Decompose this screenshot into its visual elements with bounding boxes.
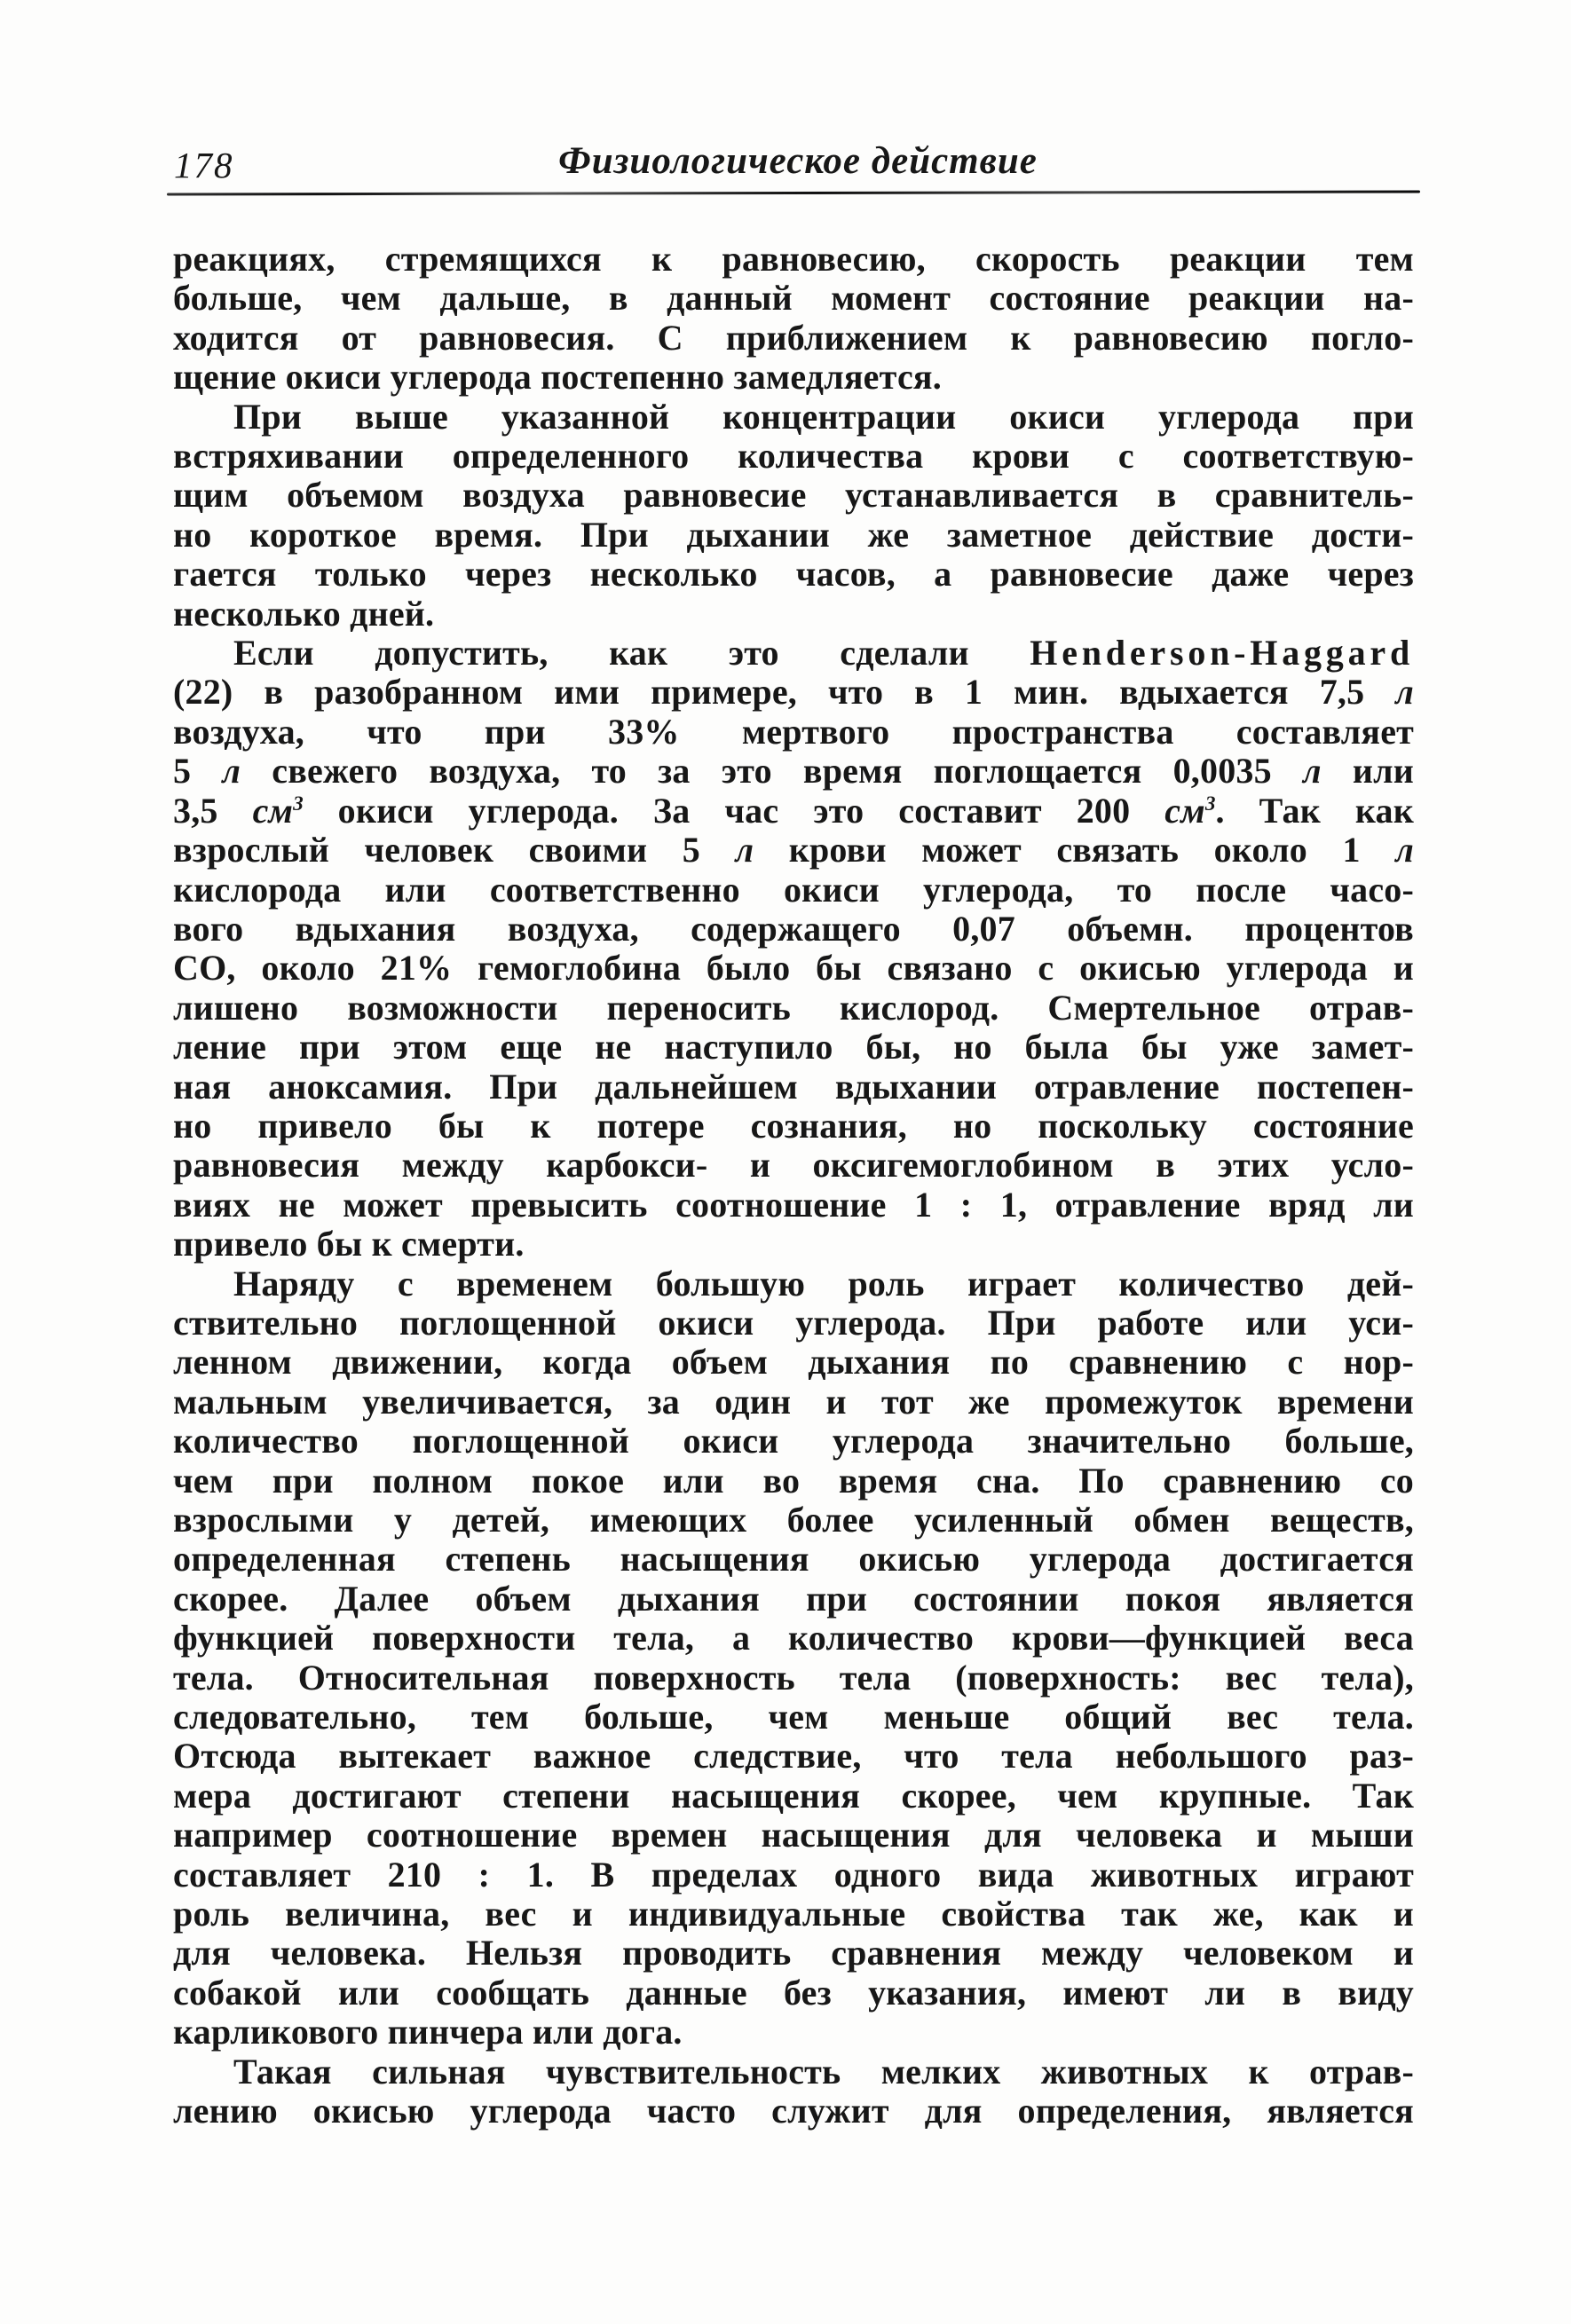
text-segment: собакой или сообщать данные без указания, имеют ли в виду — [173, 1972, 1414, 2013]
text-line — [173, 2013, 1414, 2052]
text-segment: л — [1395, 672, 1414, 713]
text-line — [173, 595, 1414, 634]
text-line — [173, 476, 1414, 515]
text-segment: Если допустить, как это сделали — [233, 633, 1030, 674]
text-segment: реакциях, стремящихся к равновесию, скорость реакции тем — [173, 239, 1414, 279]
text-line — [173, 1737, 1414, 1776]
text-line — [173, 2052, 1414, 2092]
text-segment: щим объемом воздуха равновесие устанавливается в сравнитель- — [173, 475, 1414, 516]
page-number: 178 — [174, 145, 234, 185]
text-line — [173, 1225, 1414, 1264]
text-segment: воздуха, что при 33% мертвого пространства составляет — [173, 711, 1414, 752]
text-line — [173, 1619, 1414, 1658]
text-segment: Henderson-Haggard — [1030, 633, 1414, 674]
text-line — [173, 713, 1414, 752]
text-line — [173, 831, 1414, 870]
paragraph — [173, 398, 1414, 634]
text-line — [173, 1383, 1414, 1422]
text-segment: л — [1395, 830, 1414, 871]
text-segment: например соотношение времен насыщения для человека и мыши — [173, 1815, 1414, 1855]
header-rule — [167, 191, 1420, 196]
text-segment: (22) в разобранном ими примере, что в 1 мин. вдыхается 7,5 — [173, 672, 1396, 713]
text-segment: Отсюда вытекает важное следствие, что тела небольшого раз- — [173, 1736, 1414, 1776]
text-line — [173, 1067, 1414, 1107]
text-line — [173, 1107, 1414, 1146]
text-line — [173, 1028, 1414, 1067]
text-line — [173, 398, 1414, 437]
text-segment: окиси углерода. За час это составит 200 — [303, 790, 1165, 831]
text-segment: л — [1302, 751, 1322, 792]
text-segment: 3,5 — [173, 790, 253, 831]
text-line — [173, 792, 1414, 831]
text-line — [173, 871, 1414, 910]
text-line — [173, 989, 1414, 1028]
text-line — [173, 319, 1414, 358]
text-segment: карликового пинчера или дога. — [173, 2012, 683, 2052]
text-segment: При выше указанной концентрации окиси углерода при — [233, 396, 1414, 437]
text-segment: виях не может превысить соотношение 1 : 1, отравление вряд ли — [173, 1184, 1414, 1225]
text-line — [173, 1422, 1414, 1461]
text-segment: л — [735, 830, 754, 871]
text-segment: тела. Относительная поверхность тела (поверхность: вес тела), — [173, 1657, 1414, 1698]
text-segment: мальным увеличивается, за один и тот же промежуток времени — [173, 1381, 1414, 1422]
text-segment: ствительно поглощенной окиси углерода. При работе или уси- — [173, 1302, 1414, 1343]
text-line — [173, 1540, 1414, 1579]
text-segment: составляет 210 : 1. В пределах одного вида животных играют — [173, 1854, 1414, 1895]
text-segment: см — [1164, 790, 1205, 831]
text-line — [173, 279, 1414, 318]
text-segment: равновесия между карбокси- и оксигемоглобином в этих усло- — [173, 1145, 1414, 1186]
text-line — [173, 1264, 1414, 1304]
text-segment: мера достигают степени насыщения скорее, чем крупные. Так — [173, 1775, 1414, 1816]
text-line — [173, 949, 1414, 988]
text-segment: Наряду с временем большую роль играет количество дей- — [233, 1263, 1414, 1304]
text-segment: количество поглощенной окиси углерода значительно больше, — [173, 1421, 1414, 1461]
text-line — [173, 1461, 1414, 1501]
text-line — [173, 1816, 1414, 1855]
text-segment: но привело бы к потере сознания, но поскольку состояние — [173, 1105, 1414, 1146]
text-segment: 3 — [293, 792, 304, 815]
text-segment: привело бы к смерти. — [173, 1224, 525, 1264]
text-segment: см — [252, 790, 294, 831]
text-segment: ходится от равновесия. С приближением к равновесию погло- — [173, 317, 1414, 358]
text-line — [173, 1855, 1414, 1895]
text-line — [173, 358, 1414, 397]
paragraph — [173, 634, 1414, 1264]
running-title: Физиологическое действие — [558, 140, 1038, 182]
text-segment: определенная степень насыщения окисью углерода достигается — [173, 1539, 1414, 1580]
text-segment: ная аноксамия. При дальнейшем вдыхании отравление постепен- — [173, 1066, 1414, 1107]
text-line — [173, 1973, 1414, 2013]
text-segment: для человека. Нельзя проводить сравнения между человеком и — [173, 1933, 1414, 1973]
text-line — [173, 634, 1414, 673]
paragraph — [173, 2052, 1414, 2131]
text-line — [173, 673, 1414, 712]
text-line — [173, 1895, 1414, 1934]
text-segment: ление при этом еще не наступило бы, но была бы уже замет- — [173, 1027, 1414, 1067]
text-line — [173, 1658, 1414, 1698]
text-segment: взрослый человек своими 5 — [173, 830, 736, 871]
text-segment: но короткое время. При дыхании же заметное действие дости- — [173, 514, 1414, 555]
text-line — [173, 752, 1414, 791]
paragraph — [173, 240, 1414, 398]
text-segment: гается только через несколько часов, а равновесие даже через — [173, 554, 1414, 595]
text-line — [173, 1146, 1414, 1185]
text-segment: следовательно, тем больше, чем меньше общий вес тела. — [173, 1697, 1414, 1737]
text-line — [173, 516, 1414, 555]
text-line — [173, 1698, 1414, 1737]
text-segment: Такая сильная чувствительность мелких животных к отрав- — [233, 2051, 1414, 2092]
text-line — [173, 1186, 1414, 1225]
text-segment: чем при полном покое или во время сна. По сравнению со — [173, 1460, 1414, 1501]
text-segment: кислорода или соответственно окиси углерода, то после часо- — [173, 869, 1414, 910]
text-line — [173, 1304, 1414, 1343]
text-line — [173, 437, 1414, 476]
text-segment: СО, около 21% гемоглобина было бы связано с окисью углерода и — [173, 948, 1414, 989]
text-segment: лишено возможности переносить кислород. Смертельное отрав- — [173, 987, 1414, 1028]
text-segment: вого вдыхания воздуха, содержащего 0,07 объемн. процентов — [173, 908, 1414, 949]
text-line — [173, 1580, 1414, 1619]
text-line — [173, 1343, 1414, 1382]
text-segment: несколько дней. — [173, 593, 435, 634]
text-line — [173, 1776, 1414, 1816]
text-segment: лению окисью углерода часто служит для определения, является — [173, 2091, 1414, 2131]
text-block — [173, 240, 1414, 2131]
text-segment: больше, чем дальше, в данный момент состояние реакции на- — [173, 278, 1414, 319]
text-segment: 5 — [173, 751, 223, 792]
text-segment: или — [1321, 751, 1414, 792]
text-segment: 3 — [1204, 792, 1216, 815]
text-line — [173, 1934, 1414, 1973]
text-segment: функцией поверхности тела, а количество крови—функцией веса — [173, 1618, 1414, 1658]
text-segment: . Так как — [1215, 790, 1414, 831]
text-segment: роль величина, вес и индивидуальные свойства так же, как и — [173, 1894, 1414, 1934]
text-segment: щение окиси углерода постепенно замедляется. — [173, 357, 942, 398]
text-segment: л — [222, 751, 241, 792]
text-segment: встряхивании определенного количества крови с соответствую- — [173, 436, 1414, 477]
text-line — [173, 910, 1414, 949]
text-line — [173, 240, 1414, 279]
text-line — [173, 2092, 1414, 2131]
text-segment: крови может связать около 1 — [754, 830, 1396, 871]
text-segment: свежего воздуха, то за это время поглощается 0,0035 — [241, 751, 1303, 792]
text-segment: взрослыми у детей, имеющих более усиленный обмен веществ, — [173, 1500, 1414, 1540]
text-segment: ленном движении, когда объем дыхания по сравнению с нор- — [173, 1342, 1414, 1383]
paragraph — [173, 1264, 1414, 2052]
text-segment: скорее. Далее объем дыхания при состоянии покоя является — [173, 1578, 1414, 1619]
text-line — [173, 1501, 1414, 1540]
text-line — [173, 555, 1414, 594]
